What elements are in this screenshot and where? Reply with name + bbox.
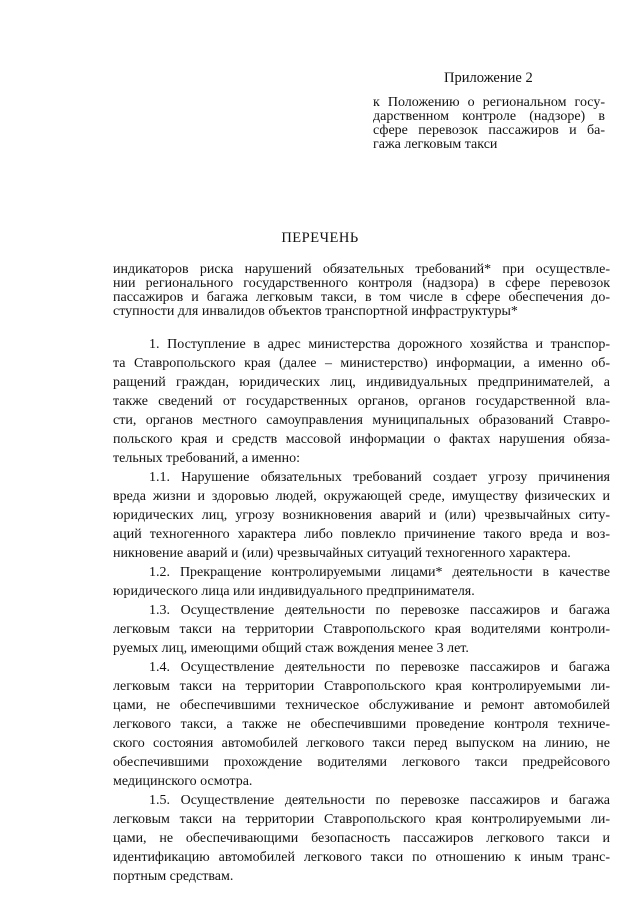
- document-body: [113, 335, 610, 886]
- body-line: 1.2. Прекращение контролируемыми лицами* деятельности в качестве: [149, 565, 610, 580]
- body-line: никновение аварий и (или) чрезвычайных ситуаций техногенного характера.: [113, 546, 571, 561]
- body-line: цами, не обеспечивающими безопасность пассажиров легкового такси и: [113, 831, 610, 846]
- body-line: медицинского осмотра.: [113, 774, 253, 789]
- body-line: идентификацию автомобилей легкового такси по отношению к иным транс-: [113, 850, 610, 865]
- body-line: аций техногенного характера либо повлекло причинение такого вреда и воз-: [113, 527, 610, 542]
- body-line: 1. Поступление в адрес министерства дорожного хозяйства и транспор-: [149, 337, 610, 352]
- body-line: 1.4. Осуществление деятельности по перевозке пассажиров и багажа: [149, 660, 610, 675]
- body-line: легкового такси, а также не обеспечившими проведение контроля техниче-: [113, 717, 610, 732]
- document-heading: ПЕРЕЧЕНЬ: [281, 230, 359, 246]
- document-subtitle: [113, 263, 610, 319]
- body-line: юридического лица или индивидуального предпринимателя.: [113, 584, 475, 599]
- body-line: 1.3. Осуществление деятельности по перевозке пассажиров и багажа: [149, 603, 610, 618]
- appendix-reference-line: сфере перевозок пассажиров и ба-: [373, 123, 605, 138]
- body-line: сти, органов местного самоуправления муниципальных образований Ставро-: [113, 413, 610, 428]
- subtitle-line: ступности для инвалидов объектов транспортной инфраструктуры*: [113, 304, 518, 319]
- body-line: легковым такси на территории Ставропольского края контролируемыми ли-: [113, 679, 610, 694]
- subtitle-line: нии регионального государственного контроля (надзора) в сфере перевозок: [113, 276, 610, 291]
- body-line: также сведений от государственных органов, органов государственной вла-: [113, 394, 610, 409]
- body-line: легковым такси на территории Ставропольского края водителями контроли-: [113, 622, 610, 637]
- subtitle-line: индикаторов риска нарушений обязательных требований* при осуществле-: [113, 262, 610, 277]
- appendix-reference: [373, 96, 605, 152]
- appendix-reference-line: дарственном контроле (надзоре) в: [373, 109, 605, 124]
- appendix-reference-line: к Положению о региональном госу-: [373, 95, 605, 110]
- appendix-title: Приложение 2: [444, 70, 533, 86]
- body-line: 1.1. Нарушение обязательных требований создает угрозу причинения: [149, 470, 610, 485]
- body-line: 1.5. Осуществление деятельности по перевозке пассажиров и багажа: [149, 793, 610, 808]
- body-line: та Ставропольского края (далее – министерство) информации, а именно об-: [113, 356, 610, 371]
- body-line: вреда жизни и здоровью людей, окружающей среде, имуществу физических и: [113, 489, 610, 504]
- body-line: ращений граждан, юридических лиц, индивидуальных предпринимателей, а: [113, 375, 610, 390]
- body-line: легковым такси на территории Ставропольского края контролируемыми ли-: [113, 812, 610, 827]
- body-line: обеспечившими прохождение водителями легкового такси предрейсового: [113, 755, 610, 770]
- appendix-reference-line: гажа легковым такси: [373, 137, 498, 152]
- body-line: польского края и средств массовой информации о фактах нарушения обяза-: [113, 432, 610, 447]
- body-line: ского состояния автомобилей легкового такси перед выпуском на линию, не: [113, 736, 610, 751]
- body-line: цами, не обеспечившими техническое обслуживание и ремонт автомобилей: [113, 698, 610, 713]
- body-line: портным средствам.: [113, 869, 234, 884]
- body-line: юридических лиц, угрозу возникновения аварий и (или) чрезвычайных ситу-: [113, 508, 610, 523]
- subtitle-line: пассажиров и багажа легковым такси, в том числе в сфере обеспечения до-: [113, 290, 610, 305]
- body-line: тельных требований, а именно:: [113, 451, 300, 466]
- body-line: руемых лиц, имеющими общий стаж вождения менее 3 лет.: [113, 641, 469, 656]
